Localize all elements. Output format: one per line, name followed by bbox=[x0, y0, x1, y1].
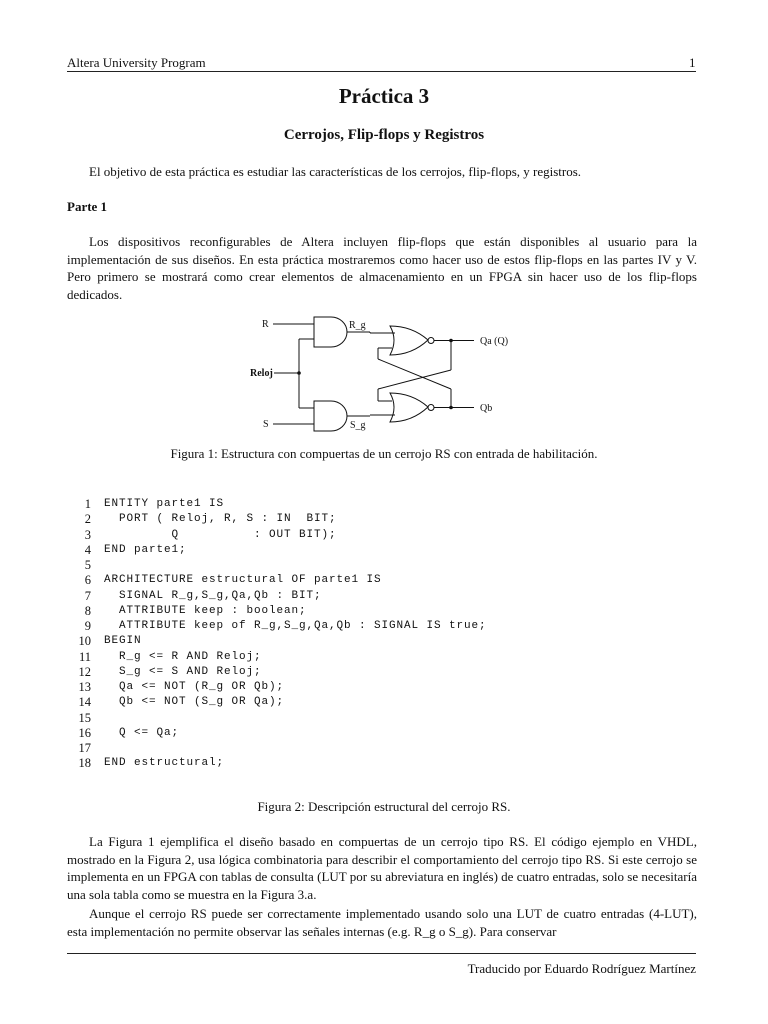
page-subtitle: Cerrojos, Flip-flops y Registros bbox=[283, 127, 485, 143]
paragraph-2-text: La Figura 1 ejemplifica el diseño basado en compuertas de un cerrojo tipo RS. El código ejemplo en VHDL, mostrado en la Figura 2, usa lógica combinatoria para describir el comportamiento del cerrojo tipo RS. Si este cerrojo se implementa en un FPGA con tablas de consulta (LUT por su abreviatura en inglés) de cuatro entradas, solo se necesitaría una sola tabla como se muestra en la Figura 3.a. bbox=[67, 834, 697, 902]
code-line bbox=[67, 741, 567, 756]
intro-paragraph bbox=[67, 163, 697, 181]
code-line bbox=[67, 573, 567, 588]
line-number: 11 bbox=[78, 649, 91, 664]
code-text: Q : OUT BIT); bbox=[104, 528, 337, 541]
line-number: 12 bbox=[78, 664, 91, 679]
code-line bbox=[67, 543, 567, 558]
code-text: BEGIN bbox=[104, 635, 142, 648]
code-text: END parte1; bbox=[104, 543, 187, 556]
line-number: 4 bbox=[84, 542, 91, 557]
code-line bbox=[67, 756, 567, 771]
line-number: 9 bbox=[84, 619, 91, 633]
label-qb: Qb bbox=[480, 403, 493, 414]
code-line bbox=[67, 512, 567, 527]
paragraph-3-text: Aunque el cerrojo RS puede ser correctamente implementado usando solo una LUT de cuatro entradas (4-LUT), esta implementación no permite observar las señales internas (e.g. R_g o S_g). Para conservar bbox=[67, 906, 697, 939]
page-number: 1 bbox=[689, 55, 696, 70]
header-rule bbox=[67, 71, 696, 72]
code-line bbox=[67, 695, 567, 710]
line-number: 6 bbox=[84, 573, 91, 588]
code-text: Qb <= NOT (S_g OR Qa); bbox=[104, 696, 285, 709]
code-text: ATTRIBUTE keep of R_g,S_g,Qa,Qb : SIGNAL IS true; bbox=[104, 620, 487, 632]
code-text: S_g <= S AND Reloj; bbox=[104, 665, 262, 678]
line-number: 13 bbox=[78, 680, 91, 694]
figure-1-caption: Figura 1: Estructura con compuertas de un cerrojo RS con entrada de habilitación. bbox=[170, 446, 598, 461]
rs-latch-diagram bbox=[240, 312, 530, 436]
code-line bbox=[67, 619, 567, 634]
code-line bbox=[67, 680, 567, 695]
line-number: 3 bbox=[84, 527, 91, 542]
paragraph-3 bbox=[67, 905, 697, 940]
code-line bbox=[67, 665, 567, 680]
section-heading: Parte 1 bbox=[67, 199, 108, 214]
code-text: SIGNAL R_g,S_g,Qa,Qb : BIT; bbox=[104, 589, 322, 602]
code-line bbox=[67, 528, 567, 543]
intro-text: El objetivo de esta práctica es estudiar las características de los cerrojos, flip-flops, y registros. bbox=[89, 164, 582, 179]
line-number: 2 bbox=[84, 512, 91, 527]
line-number: 1 bbox=[84, 497, 91, 511]
label-s-g: S_g bbox=[350, 420, 366, 431]
code-listing bbox=[67, 497, 567, 772]
line-number: 18 bbox=[78, 756, 91, 771]
code-text: PORT ( Reloj, R, S : IN BIT; bbox=[104, 513, 337, 526]
line-number: 17 bbox=[78, 741, 91, 755]
label-r-g: R_g bbox=[349, 320, 366, 331]
line-number: 15 bbox=[78, 710, 91, 725]
line-number: 8 bbox=[84, 603, 91, 618]
page-title: Práctica 3 bbox=[338, 84, 430, 108]
code-line bbox=[67, 726, 567, 741]
code-line bbox=[67, 604, 567, 619]
label-r: R bbox=[262, 319, 269, 330]
nor-gate-top bbox=[390, 326, 428, 355]
label-reloj: Reloj bbox=[250, 368, 273, 379]
line-number: 5 bbox=[84, 558, 91, 572]
code-line bbox=[67, 650, 567, 665]
code-text: Qa <= NOT (R_g OR Qb); bbox=[104, 681, 285, 693]
running-header: Altera University Program bbox=[67, 55, 206, 70]
code-line bbox=[67, 634, 567, 649]
label-qa: Qa (Q) bbox=[480, 336, 509, 347]
code-text: ENTITY parte1 IS bbox=[104, 498, 225, 510]
figure-2-caption: Figura 2: Descripción estructural del cerrojo RS. bbox=[257, 799, 511, 814]
label-s: S bbox=[263, 419, 269, 430]
and-gate-top bbox=[314, 317, 347, 347]
code-line bbox=[67, 497, 567, 512]
page-footer: Traducido por Eduardo Rodríguez Martínez bbox=[467, 961, 696, 976]
line-number: 10 bbox=[78, 634, 91, 649]
paragraph-1-text: Los dispositivos reconfigurables de Altera incluyen flip-flops que están disponibles al usuario para la implementación de sus diseños. En esta práctica mostraremos como hacer uso de estos flip-flops en las partes IV y V. Pero primero se mostrará como crear elementos de almacenamiento en un FPGA sin hacer uso de los flip-flops dedicados. bbox=[67, 234, 697, 302]
code-line bbox=[67, 711, 567, 726]
paragraph-1 bbox=[67, 233, 697, 303]
code-text: Q <= Qa; bbox=[104, 726, 180, 739]
and-gate-bottom bbox=[314, 401, 347, 431]
nor-gate-bottom bbox=[390, 393, 428, 422]
paragraph-2 bbox=[67, 833, 697, 903]
code-line bbox=[67, 589, 567, 604]
code-text: ATTRIBUTE keep : boolean; bbox=[104, 604, 307, 617]
code-text: R_g <= R AND Reloj; bbox=[104, 650, 262, 663]
code-line bbox=[67, 558, 567, 573]
code-text: ARCHITECTURE estructural OF parte1 IS bbox=[104, 574, 382, 587]
line-number: 16 bbox=[78, 725, 91, 740]
line-number: 7 bbox=[84, 588, 91, 603]
line-number: 14 bbox=[78, 695, 91, 710]
code-text: END estructural; bbox=[104, 757, 225, 770]
footer-rule bbox=[67, 953, 696, 954]
